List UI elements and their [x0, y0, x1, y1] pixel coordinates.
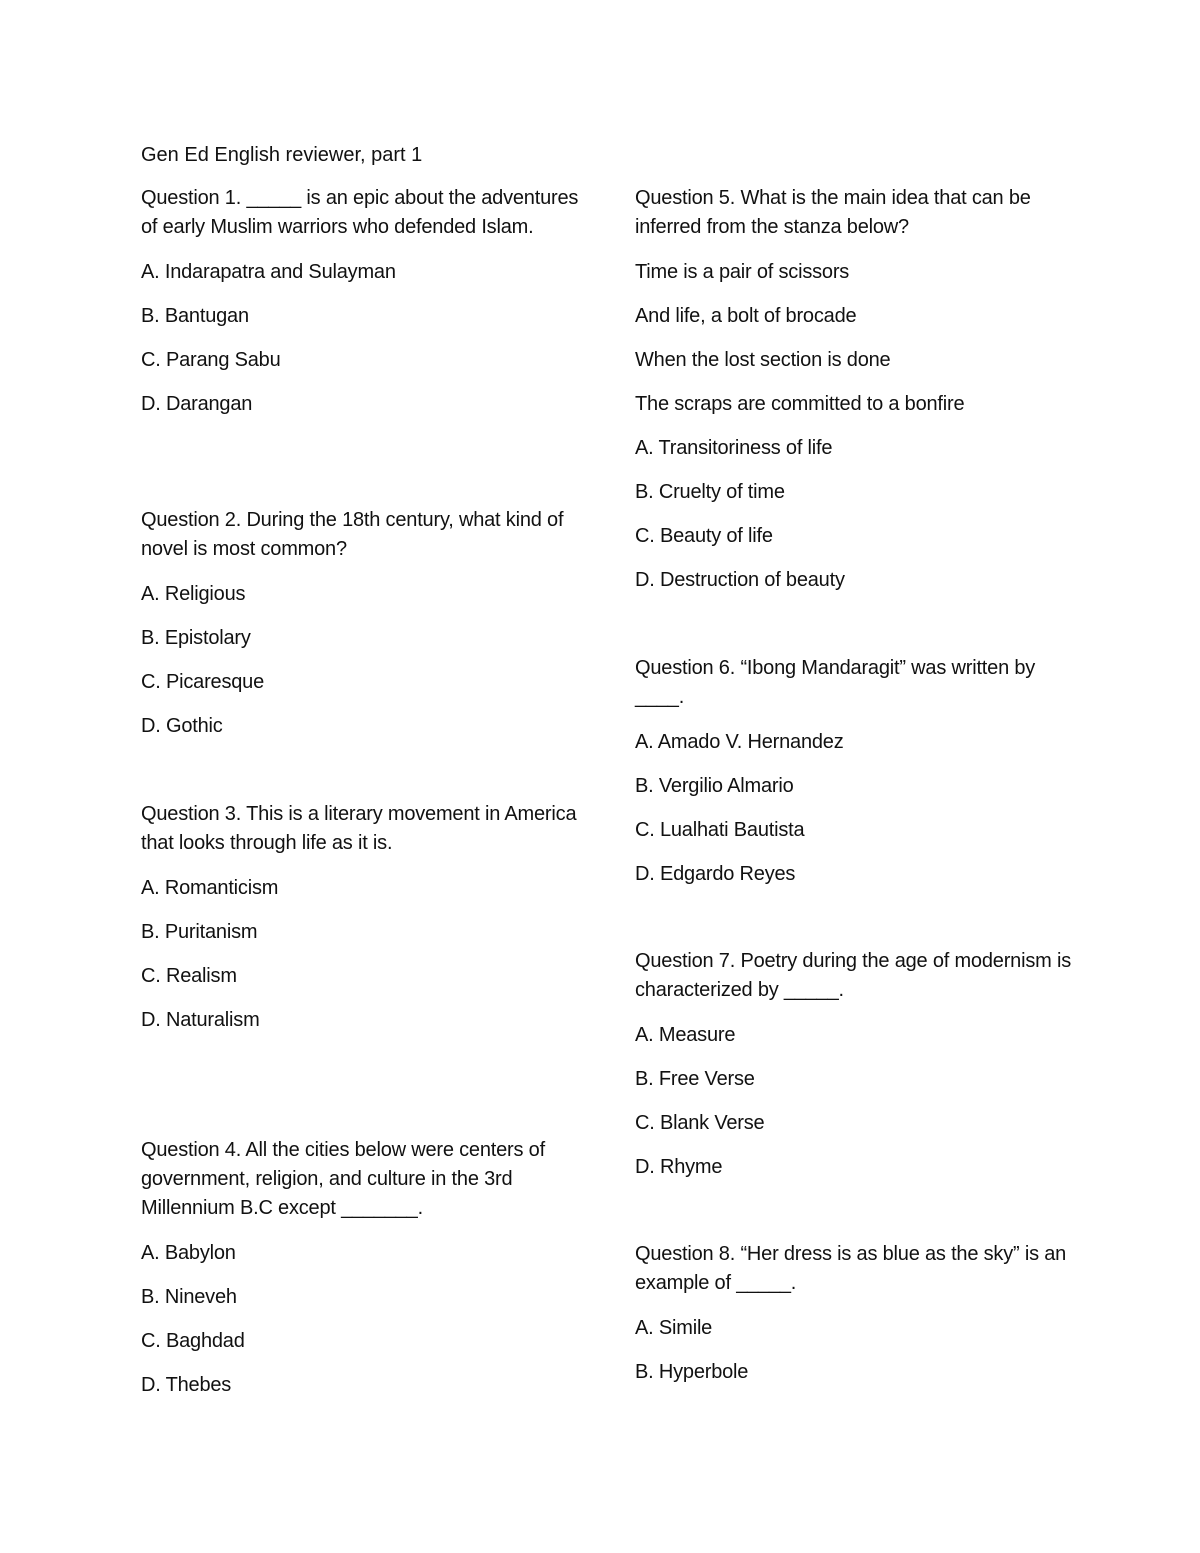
question-text: Question 1. _____ is an epic about the adventures of early Muslim warriors who defended Islam.: [141, 187, 579, 238]
question-5: [635, 184, 1075, 610]
option-b: B. Free Verse: [635, 1068, 755, 1090]
option-a: A. Romanticism: [141, 877, 279, 899]
stanza-line: And life, a bolt of brocade: [635, 305, 857, 327]
option-d: D. Thebes: [141, 1374, 232, 1396]
option-b: B. Vergilio Almario: [635, 775, 794, 797]
option-a: A. Simile: [635, 1317, 713, 1339]
option-a: A. Religious: [141, 583, 246, 605]
stanza-line: Time is a pair of scissors: [635, 261, 850, 283]
question-text: Question 5. What is the main idea that can be inferred from the stanza below?: [635, 187, 1031, 238]
question-3: [141, 800, 581, 1050]
option-b: B. Cruelty of time: [635, 481, 785, 503]
option-a: A. Transitoriness of life: [635, 437, 833, 459]
question-6: [635, 654, 1075, 904]
question-8: [635, 1240, 1075, 1402]
option-d: D. Rhyme: [635, 1156, 723, 1178]
option-a: A. Babylon: [141, 1242, 236, 1264]
question-text: Question 2. During the 18th century, what kind of novel is most common?: [141, 509, 564, 560]
question-2: [141, 506, 581, 756]
option-c: C. Lualhati Bautista: [635, 819, 805, 841]
document-title: Gen Ed English reviewer, part 1: [141, 144, 423, 166]
question-text: Question 8. “Her dress is as blue as the sky” is an example of _____.: [635, 1243, 1067, 1294]
stanza-line: When the lost section is done: [635, 349, 891, 371]
option-c: C. Blank Verse: [635, 1112, 765, 1134]
question-text: Question 7. Poetry during the age of modernism is characterized by _____.: [635, 950, 1071, 1001]
option-a: A. Measure: [635, 1024, 736, 1046]
option-d: D. Destruction of beauty: [635, 569, 845, 591]
question-1: [141, 184, 581, 434]
question-text: Question 6. “Ibong Mandaragit” was written by ____.: [635, 657, 1036, 708]
option-a: A. Amado V. Hernandez: [635, 731, 844, 753]
option-a: A. Indarapatra and Sulayman: [141, 261, 396, 283]
option-c: C. Picaresque: [141, 671, 265, 693]
option-b: B. Nineveh: [141, 1286, 237, 1308]
question-text: Question 3. This is a literary movement in America that looks through life as it is.: [141, 803, 577, 854]
option-c: C. Beauty of life: [635, 525, 773, 547]
option-b: B. Hyperbole: [635, 1361, 749, 1383]
option-c: C. Baghdad: [141, 1330, 245, 1352]
option-c: C. Parang Sabu: [141, 349, 281, 371]
option-b: B. Epistolary: [141, 627, 251, 649]
option-d: D. Gothic: [141, 715, 223, 737]
option-b: B. Puritanism: [141, 921, 258, 943]
option-d: D. Edgardo Reyes: [635, 863, 796, 885]
stanza-line: The scraps are committed to a bonfire: [635, 393, 965, 415]
option-c: C. Realism: [141, 965, 237, 987]
question-7: [635, 947, 1075, 1197]
option-d: D. Darangan: [141, 393, 253, 415]
option-b: B. Bantugan: [141, 305, 249, 327]
question-text: Question 4. All the cities below were centers of government, religion, and culture in the 3rd Millennium B.C except _______.: [141, 1139, 545, 1219]
question-4: [141, 1136, 581, 1415]
option-d: D. Naturalism: [141, 1009, 260, 1031]
